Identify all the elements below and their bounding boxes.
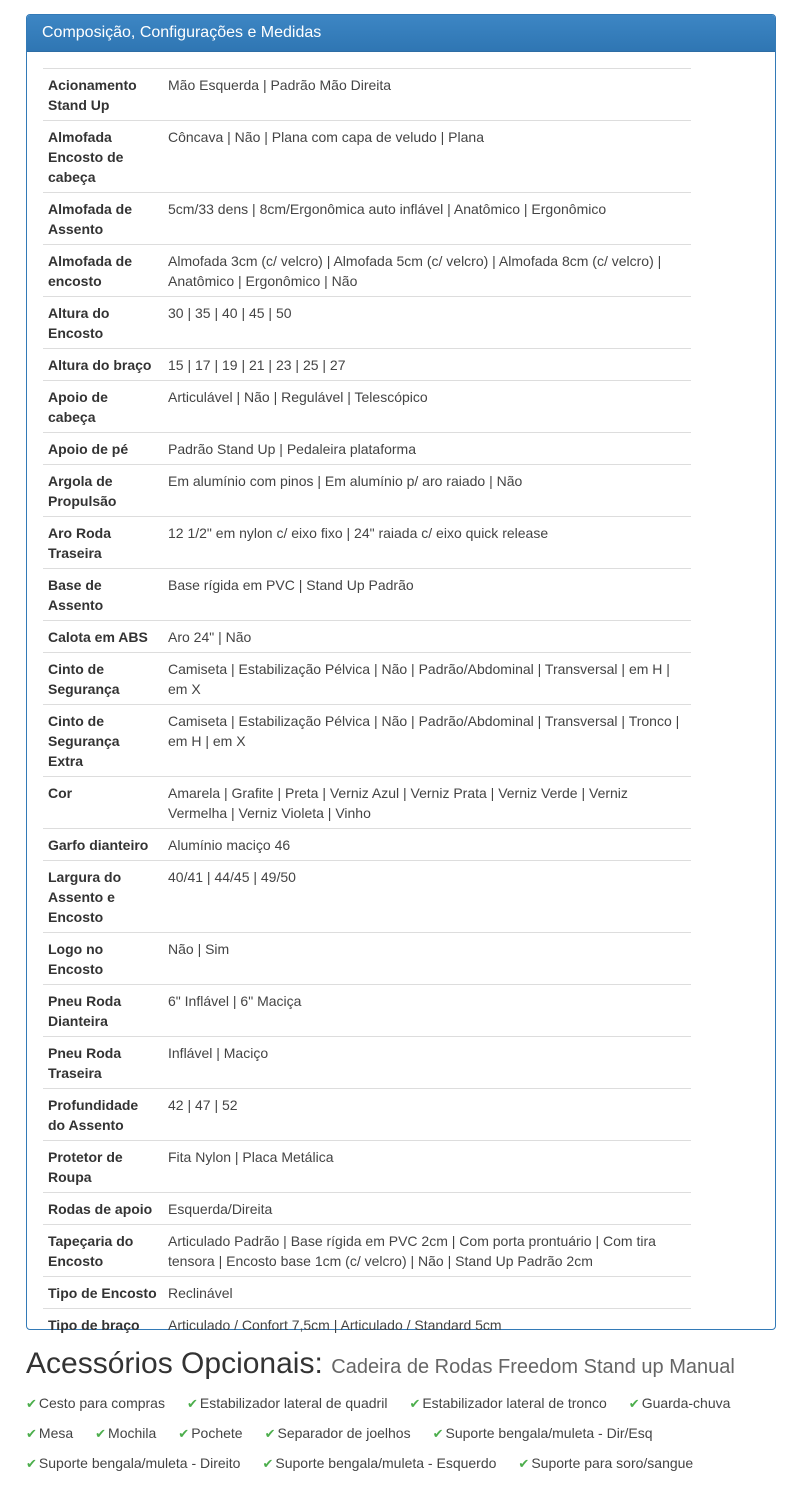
check-icon: ✔ <box>26 1456 37 1471</box>
spec-name: Argola de Propulsão <box>43 465 163 517</box>
accessory-label: Guarda-chuva <box>641 1395 731 1411</box>
spec-value: Almofada 3cm (c/ velcro) | Almofada 5cm (c/ velcro) | Almofada 8cm (c/ velcro) | Anatômico | Ergonômico | Não <box>163 245 691 297</box>
accessory-label: Estabilizador lateral de quadril <box>199 1395 388 1411</box>
accessory-label: Suporte bengala/muleta - Direito <box>38 1455 241 1471</box>
panel-title: Composição, Configurações e Medidas <box>27 15 775 52</box>
spec-row <box>43 69 691 121</box>
accessory-label: Estabilizador lateral de tronco <box>422 1395 607 1411</box>
spec-row <box>43 653 691 705</box>
check-icon: ✔ <box>178 1426 190 1441</box>
check-icon: ✔ <box>432 1426 444 1441</box>
spec-value: 40/41 | 44/45 | 49/50 <box>163 861 691 933</box>
spec-value: 15 | 17 | 19 | 21 | 23 | 25 | 27 <box>163 349 691 381</box>
spec-value: Articulado / Confort 7,5cm | Articulado / Standard 5cm <box>163 1309 691 1341</box>
spec-row <box>43 621 691 653</box>
accessory-label: Mesa <box>38 1425 74 1441</box>
spec-row <box>43 465 691 517</box>
spec-name: Largura do Assento e Encosto <box>43 861 163 933</box>
spec-row <box>43 861 691 933</box>
spec-name: Altura do Encosto <box>43 297 163 349</box>
spec-row <box>43 829 691 861</box>
spec-row <box>43 433 691 465</box>
spec-row <box>43 985 691 1037</box>
spec-row <box>43 1141 691 1193</box>
spec-name: Garfo dianteiro <box>43 829 163 861</box>
check-icon: ✔ <box>95 1426 107 1441</box>
spec-name: Almofada de Assento <box>43 193 163 245</box>
spec-name: Logo no Encosto <box>43 933 163 985</box>
check-icon: ✔ <box>518 1456 530 1471</box>
accessory-label: Mochila <box>108 1425 157 1441</box>
accessory-label: Suporte bengala/muleta - Esquerdo <box>275 1455 497 1471</box>
spec-name: Pneu Roda Dianteira <box>43 985 163 1037</box>
spec-value: Padrão Stand Up | Pedaleira plataforma <box>163 433 691 465</box>
specs-panel <box>26 14 776 1333</box>
spec-row <box>43 245 691 297</box>
spec-value: Camiseta | Estabilização Pélvica | Não | Padrão/Abdominal | Transversal | Tronco | em H | em X <box>163 705 691 777</box>
spec-name: Apoio de cabeça <box>43 381 163 433</box>
accessory-item <box>629 1392 731 1415</box>
spec-row <box>43 1193 691 1225</box>
accessory-item <box>26 1392 165 1415</box>
spec-row <box>43 1277 691 1309</box>
accessory-row <box>26 1392 786 1422</box>
accessories-list <box>26 1392 786 1482</box>
accessory-row <box>26 1422 786 1452</box>
spec-value: Côncava | Não | Plana com capa de veludo | Plana <box>163 121 691 193</box>
accessory-item <box>187 1392 387 1415</box>
spec-name: Almofada de encosto <box>43 245 163 297</box>
accessory-item <box>262 1452 496 1475</box>
check-icon: ✔ <box>628 1396 640 1411</box>
spec-row <box>43 1309 691 1341</box>
spec-value: 5cm/33 dens | 8cm/Ergonômica auto inflável | Anatômico | Ergonômico <box>163 193 691 245</box>
spec-row <box>43 569 691 621</box>
spec-value: Esquerda/Direita <box>163 1193 691 1225</box>
accessory-row <box>26 1452 786 1482</box>
spec-row <box>43 381 691 433</box>
spec-value: 30 | 35 | 40 | 45 | 50 <box>163 297 691 349</box>
spec-name: Cor <box>43 777 163 829</box>
check-icon: ✔ <box>186 1396 198 1411</box>
specs-table <box>43 68 691 1340</box>
spec-value: Alumínio maciço 46 <box>163 829 691 861</box>
spec-row <box>43 1225 691 1277</box>
spec-value: Articulado Padrão | Base rígida em PVC 2cm | Com porta prontuário | Com tira tensora | Encosto base 1cm (c/ velcro) | Não | Stand Up Padrão 2cm <box>163 1225 691 1277</box>
accessory-label: Pochete <box>191 1425 243 1441</box>
spec-name: Altura do braço <box>43 349 163 381</box>
accessories-title: Acessórios Opcionais: <box>26 1347 323 1380</box>
spec-row <box>43 933 691 985</box>
spec-name: Tipo de Encosto <box>43 1277 163 1309</box>
spec-name: Calota em ABS <box>43 621 163 653</box>
spec-row <box>43 1089 691 1141</box>
spec-value: Articulável | Não | Regulável | Telescópico <box>163 381 691 433</box>
spec-value: Camiseta | Estabilização Pélvica | Não | Padrão/Abdominal | Transversal | em H | em X <box>163 653 691 705</box>
accessory-label: Cesto para compras <box>38 1395 165 1411</box>
check-icon: ✔ <box>26 1426 37 1441</box>
spec-value: Aro 24" | Não <box>163 621 691 653</box>
spec-row <box>43 121 691 193</box>
accessory-item <box>26 1452 240 1475</box>
spec-name: Aro Roda Traseira <box>43 517 163 569</box>
accessories-subtitle: Cadeira de Rodas Freedom Stand up Manual <box>331 1356 735 1378</box>
accessory-item <box>409 1392 606 1415</box>
spec-value: Amarela | Grafite | Preta | Verniz Azul | Verniz Prata | Verniz Verde | Verniz Vermelha | Verniz Violeta | Vinho <box>163 777 691 829</box>
spec-name: Almofada Encosto de cabeça <box>43 121 163 193</box>
spec-value: 6" Inflável | 6" Maciça <box>163 985 691 1037</box>
accessory-item <box>95 1422 156 1445</box>
spec-name: Cinto de Segurança Extra <box>43 705 163 777</box>
accessory-item <box>433 1422 653 1445</box>
spec-value: Fita Nylon | Placa Metálica <box>163 1141 691 1193</box>
spec-name: Profundidade do Assento <box>43 1089 163 1141</box>
spec-row <box>43 193 691 245</box>
accessory-item <box>178 1422 242 1445</box>
spec-value: Mão Esquerda | Padrão Mão Direita <box>163 69 691 121</box>
spec-name: Rodas de apoio <box>43 1193 163 1225</box>
spec-name: Cinto de Segurança <box>43 653 163 705</box>
spec-name: Acionamento Stand Up <box>43 69 163 121</box>
accessory-item <box>26 1422 73 1445</box>
spec-row <box>43 297 691 349</box>
accessories-heading <box>26 1347 735 1381</box>
spec-name: Apoio de pé <box>43 433 163 465</box>
spec-name: Tipo de braço <box>43 1309 163 1341</box>
spec-name: Tapeçaria do Encosto <box>43 1225 163 1277</box>
spec-row <box>43 777 691 829</box>
accessory-label: Suporte bengala/muleta - Dir/Esq <box>445 1425 653 1441</box>
spec-row <box>43 349 691 381</box>
check-icon: ✔ <box>26 1396 37 1411</box>
spec-row <box>43 705 691 777</box>
spec-row <box>43 517 691 569</box>
accessory-item <box>518 1452 693 1475</box>
check-icon: ✔ <box>409 1396 421 1411</box>
accessory-item <box>265 1422 411 1445</box>
spec-value: Base rígida em PVC | Stand Up Padrão <box>163 569 691 621</box>
spec-name: Protetor de Roupa <box>43 1141 163 1193</box>
spec-value: Reclinável <box>163 1277 691 1309</box>
accessory-label: Suporte para soro/sangue <box>531 1455 694 1471</box>
spec-value: Inflável | Maciço <box>163 1037 691 1089</box>
spec-value: 42 | 47 | 52 <box>163 1089 691 1141</box>
accessory-label: Separador de joelhos <box>277 1425 411 1441</box>
spec-row <box>43 1037 691 1089</box>
spec-value: Não | Sim <box>163 933 691 985</box>
spec-name: Base de Assento <box>43 569 163 621</box>
spec-value: Em alumínio com pinos | Em alumínio p/ aro raiado | Não <box>163 465 691 517</box>
check-icon: ✔ <box>264 1426 276 1441</box>
spec-value: 12 1/2" em nylon c/ eixo fixo | 24" raiada c/ eixo quick release <box>163 517 691 569</box>
spec-name: Pneu Roda Traseira <box>43 1037 163 1089</box>
check-icon: ✔ <box>262 1456 274 1471</box>
